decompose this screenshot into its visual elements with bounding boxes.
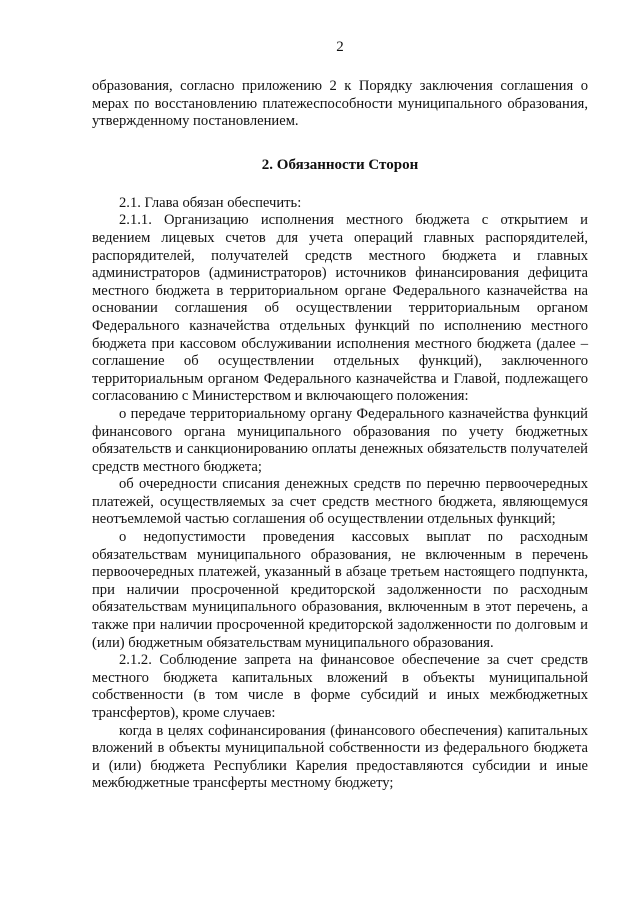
paragraph-2-1-1: 2.1.1. Организацию исполнения местного бюджета с открытием и ведением лицевых счетов для учета операций главных распорядителей, распорядителей, получателей средств местного бюджета и главных администраторов (администраторов) источников финансирования дефицита местного бюджета в территориальном органе Федерального казначейства на основании соглашения об осуществлении территориальным органом Федерального казначейства отдельных функций по исполнению местного бюджета при кассовом обслуживании исполнения местного бюджета (далее – соглашение об осуществлении отдельных функций), заключенного территориальным органом Федерального казначейства и Главой, подлежащего согласованию с Министерством и включающего положения:: [92, 212, 588, 405]
page-number: 2: [336, 39, 344, 55]
paragraph-transfer-functions: о передаче территориальному органу Федерального казначейства функций финансового органа муниципального образования по учету бюджетных обязательств и санкционированию оплаты денежных обязательств получателей средств местного бюджета;: [92, 405, 588, 475]
section-title: 2. Обязанности Сторон: [261, 156, 419, 173]
intro-paragraph: образования, согласно приложению 2 к Порядку заключения соглашения о мерах по восстановлению платежеспособности муниципального образования, утвержденному постановлением.: [92, 78, 588, 130]
paragraph-payment-order: об очередности списания денежных средств по перечню первоочередных платежей, осуществляемых за счет средств местного бюджета, являющемуся неотъемлемой частью соглашения об осуществлении отдельных функций;: [92, 476, 588, 528]
document-page: [92, 38, 588, 793]
paragraph-2-1: 2.1. Глава обязан обеспечить:: [119, 194, 302, 211]
paragraph-2-1-2: 2.1.2. Соблюдение запрета на финансовое обеспечение за счет средств местного бюджета капитальных вложений в объекты муниципальной собственности (в том числе в форме субсидий и иных межбюджетных трансфертов), кроме случаев:: [92, 652, 588, 721]
paragraph-cofinancing-case: когда в целях софинансирования (финансового обеспечения) капитальных вложений в объекты муниципальной собственности из федерального бюджета и (или) бюджета Республики Карелия предоставляются субсидии и иные межбюджетные трансферты местному бюджету;: [92, 722, 588, 792]
paragraph-payment-restriction: о недопустимости проведения кассовых выплат по расходным обязательствам муниципального образования, не включенным в перечень первоочередных платежей, указанный в абзаце третьем настоящего подпункта, при наличии просроченной кредиторской задолженности по расходным обязательствам муниципального образования, включенным в этот перечень, а также при наличии просроченной кредиторской задолженности по долговым и (или) бюджетным обязательствам муниципального образования.: [92, 529, 588, 651]
